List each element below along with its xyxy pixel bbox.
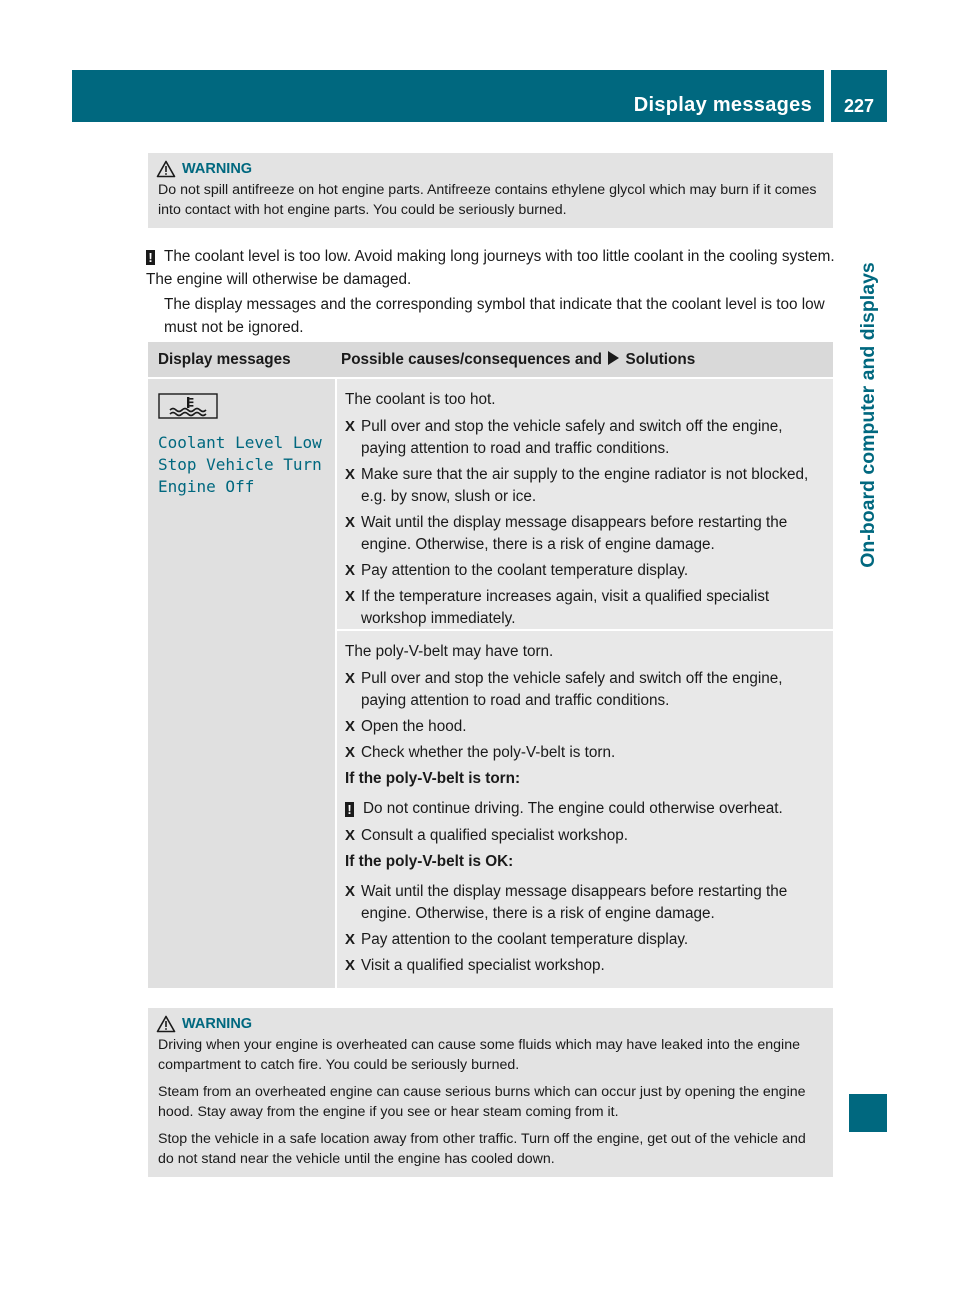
warning-header xyxy=(158,160,825,178)
step-item: X Pay attention to the coolant temperature display. xyxy=(345,560,827,582)
arrow-right-icon xyxy=(608,351,619,365)
page-title: Display messages xyxy=(633,94,812,116)
page-number: 227 xyxy=(843,96,875,116)
side-marker xyxy=(849,1094,887,1132)
cause-text: The poly-V-belt may have torn. xyxy=(345,643,554,660)
step-marker-icon: X xyxy=(345,883,356,900)
exclamation-icon: ! xyxy=(345,802,354,817)
step-marker-icon: X xyxy=(345,588,356,605)
warning-triangle-icon xyxy=(156,1015,176,1033)
coolant-temperature-icon xyxy=(158,393,218,419)
warning-text: Do not spill antifreeze on hot engine parts. Antifreeze contains ethylene glycol which may burn if it comes into contact with hot engine parts. You could be seriously burned. xyxy=(158,182,817,218)
col-header-causes: Possible causes/consequences and Solutions xyxy=(341,351,696,368)
step-item: X If the temperature increases again, visit a qualified specialist workshop immediately. xyxy=(345,586,827,630)
notice-block xyxy=(146,245,836,341)
warning-text: Driving when your engine is overheated can cause some fluids which may have leaked into the engine compartment to catch fire. You could be seriously burned. xyxy=(158,1037,800,1073)
exclamation-icon: ! xyxy=(146,250,155,265)
step-marker-icon: X xyxy=(345,931,356,948)
step-marker-icon: X xyxy=(345,827,356,844)
cause-cell-belt-torn xyxy=(337,631,833,988)
step-item: X Pull over and stop the vehicle safely and switch off the engine, paying attention to road and traffic conditions. xyxy=(345,668,827,712)
warning-text: Stop the vehicle in a safe location away from other traffic. Turn off the engine, get out of the vehicle and do not stand near the vehicle until the engine has cooled down. xyxy=(158,1131,806,1167)
notice-line-1: ! The coolant level is too low. Avoid making long journeys with too little coolant in the cooling system. The engine will otherwise be damaged. xyxy=(146,248,835,288)
step-item: X Pull over and stop the vehicle safely and switch off the engine, paying attention to road and traffic conditions. xyxy=(345,416,827,460)
warning-box-bottom xyxy=(148,1008,833,1177)
side-tab-label: On-board computer and displays xyxy=(857,262,879,568)
page-number-box xyxy=(831,70,887,122)
step-marker-icon: X xyxy=(345,744,356,761)
step-item: X Wait until the display message disappears before restarting the engine. Otherwise, there is a risk of engine damage. xyxy=(345,512,827,556)
step-item: X Make sure that the air supply to the engine radiator is not blocked, e.g. by snow, slush or ice. xyxy=(345,464,827,508)
step-item: X Check whether the poly-V-belt is torn. xyxy=(345,742,827,764)
subheading-torn: If the poly-V-belt is torn: xyxy=(345,770,521,787)
step-item: X Consult a qualified specialist workshop. xyxy=(345,825,827,847)
cause-text: The coolant is too hot. xyxy=(345,391,496,408)
step-item: X Open the hood. xyxy=(345,716,827,738)
warning-label: WARNING xyxy=(182,161,253,177)
step-marker-icon: X xyxy=(345,466,356,483)
notice-line-2: The display messages and the corresponding symbol that indicate that the coolant level is too low must not be ignored. xyxy=(164,296,825,336)
table-header xyxy=(148,342,833,377)
warning-triangle-icon xyxy=(156,160,176,178)
warning-header xyxy=(158,1015,825,1033)
warning-text: Steam from an overheated engine can cause serious burns which can occur just by opening the engine hood. Stay away from the engine if you see or hear steam coming from it. xyxy=(158,1084,806,1120)
table-body xyxy=(148,379,833,988)
side-tab[interactable] xyxy=(849,130,887,700)
torn-notice: ! Do not continue driving. The engine could otherwise overheat. xyxy=(345,798,827,820)
step-marker-icon: X xyxy=(345,957,356,974)
step-item: X Pay attention to the coolant temperature display. xyxy=(345,929,827,951)
step-marker-icon: X xyxy=(345,418,356,435)
step-marker-icon: X xyxy=(345,670,356,687)
subheading-ok: If the poly-V-belt is OK: xyxy=(345,853,514,870)
header-bar xyxy=(72,70,824,122)
col-header-display-messages: Display messages xyxy=(158,351,291,368)
display-message-text: Coolant Level Low Stop Vehicle Turn Engine Off xyxy=(158,433,322,496)
warning-box-top xyxy=(148,153,833,228)
display-messages-table xyxy=(148,342,833,988)
display-message-cell xyxy=(148,379,335,988)
step-marker-icon: X xyxy=(345,514,356,531)
step-item: X Visit a qualified specialist workshop. xyxy=(345,955,827,977)
causes-column xyxy=(337,379,833,988)
step-marker-icon: X xyxy=(345,718,356,735)
cause-cell-coolant-hot xyxy=(337,379,833,629)
step-item: X Wait until the display message disappears before restarting the engine. Otherwise, there is a risk of engine damage. xyxy=(345,881,827,925)
step-marker-icon: X xyxy=(345,562,356,579)
warning-label: WARNING xyxy=(182,1016,253,1032)
